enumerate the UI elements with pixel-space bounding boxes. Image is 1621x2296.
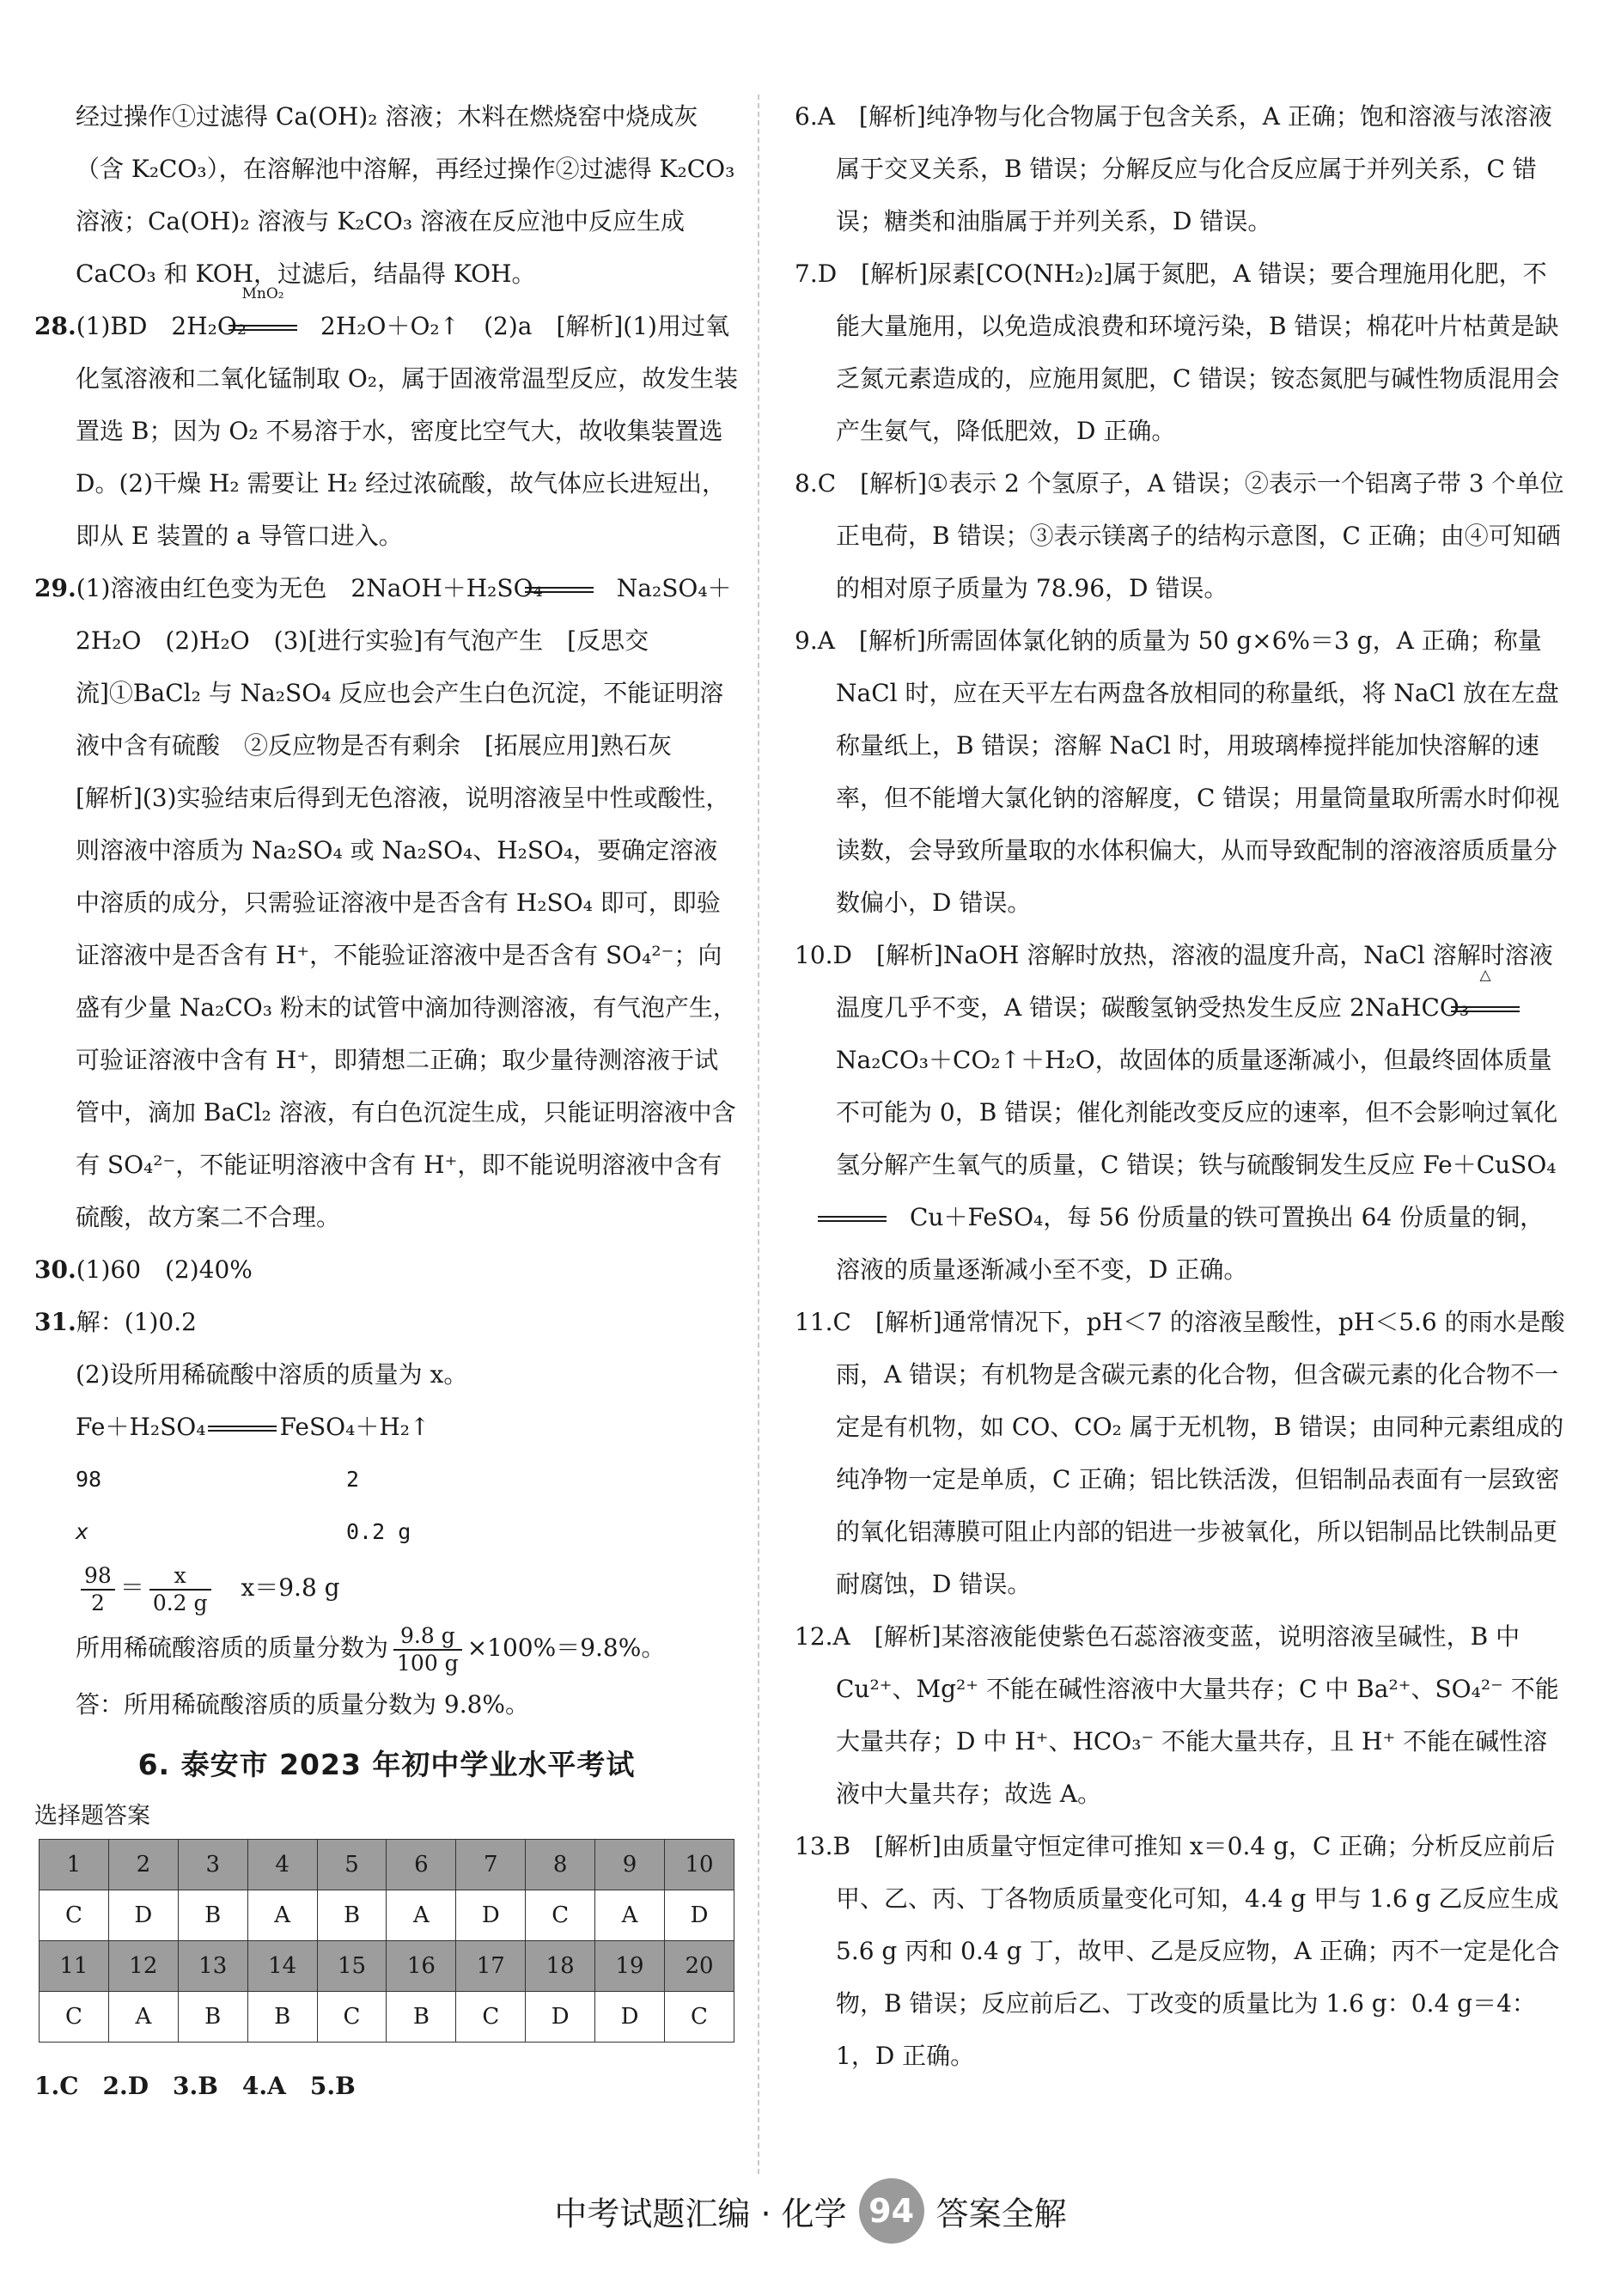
fraction: $\frac{x}{0.2 g}$ (149, 1563, 211, 1616)
answer-12: 12.A [解析]某溶液能使紫色石蕊溶液变蓝，说明溶液呈碱性，B 中 Cu²⁺、Mg²⁺ 不能在碱性溶液中大量共存；C 中 Ba²⁺、SO₄²⁻ 不能大量共存；D 中 H⁺、HCO₃⁻ 不能大量共存，且 H⁺ 不能在碱性溶液中大量共存；故选 A。 (795, 1622, 1559, 1808)
footer-book-title: 中考试题汇编 · 化学 (554, 2195, 847, 2233)
answer-29-analysis: [解析](3)实验结束后得到无色溶液，说明溶液呈中性或酸性，则溶液中溶质为 Na₂SO₄ 或 Na₂SO₄、H₂SO₄，要确定溶液中溶质的成分，只需验证溶液中是否含有 H₂SO₄ 即可，即验证溶液中是否含有 H⁺，不能验证溶液中是否含有 SO₄²⁻；向盛有少量 Na₂CO₃ 粉末的试管中滴加待测溶液，有气泡产生，可验证溶液中含有 H⁺，即猜想二正确；取少量待测溶液于试管中，滴加 BaCl₂ 溶液，有白色沉淀生成，只能证明溶液中含有 SO₄²⁻，不能证明溶液中含有 H⁺，即不能说明溶液中含有硫酸，故方案二不合理。 (76, 784, 737, 1231)
reaction-arrow: △ (1469, 981, 1543, 1034)
answer-31-proportion: $\frac{98}{2}$ ＝ $\frac{x}{0.2 g}$ x＝9.8 g (34, 1558, 739, 1618)
answer-31: 31.解：(1)0.2 (34, 1308, 197, 1336)
fraction: $\frac{98}{2}$ (81, 1563, 115, 1616)
footer-subtitle: 答案全解 (935, 2195, 1067, 2233)
section-title: 6. 泰安市 2023 年初中学业水平考试 (137, 1748, 636, 1781)
reaction-arrow: MnO₂ (247, 300, 320, 352)
column-divider (758, 95, 759, 2174)
table-row: 1 2 3 4 5 6 7 8 9 10 (40, 1840, 734, 1890)
choice-answers-label: 选择题答案 (34, 1803, 150, 1829)
table-row: C D B A B A D C A D (40, 1890, 734, 1941)
answer-11: 11.C [解析]通常情况下，pH＜7 的溶液呈酸性，pH＜5.6 的雨水是酸雨，A 错误；有机物是含碳元素的化合物，但含碳元素的化合物不一定是有机物，如 CO、CO₂ 属于无机物，B 错误；由同种元素组成的纯净物一定是单质，C 正确；铝比铁活泼，但铝制品表面有一层致密的氧化铝薄膜可阻止内部的铝进一步被氧化，所以铝制品比铁制品更耐腐蚀，D 错误。 (795, 1308, 1565, 1598)
answer-27-continued: 经过操作①过滤得 Ca(OH)₂ 溶液；木料在燃烧窑中烧成灰（含 K₂CO₃），在溶解池中溶解，再经过操作②过滤得 K₂CO₃ 溶液；Ca(OH)₂ 溶液与 K₂CO₃ 溶液在反应池中反应生成 CaCO₃ 和 KOH，过滤后，结晶得 KOH。 (76, 102, 735, 288)
answer-30: 30.(1)60 (2)40% (34, 1255, 253, 1284)
page-footer (0, 2178, 1621, 2244)
reaction-arrow (543, 562, 617, 614)
right-column (795, 90, 1568, 2082)
reaction-arrow (836, 1191, 910, 1243)
answer-31-ratio-row: 98 2 (76, 1467, 360, 1492)
answer-31-conclusion: 答：所用稀硫酸溶质的质量分数为 9.8%。 (76, 1690, 530, 1719)
fraction: $\frac{9.8 g}{100 g}$ (393, 1623, 462, 1676)
table-row: 11 12 13 14 15 16 17 18 19 20 (40, 1941, 734, 1992)
answers-1-5: 1.C 2.D 3.B 4.A 5.B (34, 2072, 356, 2100)
answer-9: 9.A [解析]所需固体氯化钠的质量为 50 g×6%＝3 g，A 正确；称量 NaCl 时，应在天平左右两盘各放相同的称量纸，将 NaCl 放在左盘称量纸上，B 错误；溶解 NaCl 时，用玻璃棒搅拌能加快溶解的速率，但不能增大氯化钠的溶解度，C 错误；用量筒量取所需水时仰视读数，会导致所量取的水体积偏大，从而导致配制的溶液溶质质量分数偏小，D 错误。 (795, 626, 1560, 917)
answer-10: 10.D [解析]NaOH 溶解时放热，溶液的温度升高，NaCl 溶解时溶液温度几乎不变，A 错误；碳酸氢钠受热发生反应 2NaHCO₃ △ Na₂CO₃＋CO₂↑＋H₂O，故固体的质量逐渐减小，但最终固体质量不可能为 0，B 错误；催化剂能改变反应的速率，但不会影响过氧化氢分解产生氧气的质量，C 错误；铁与硫酸铜发生反应 Fe＋CuSO₄Cu＋FeSO₄，每 56 份质量的铁可置换出 64 份质量的铜，溶液的质量逐渐减小至不变，D 正确。 (795, 941, 1558, 1284)
answer-31-equation: Fe＋H₂SO₄ FeSO₄＋H₂↑ (76, 1413, 430, 1441)
choice-answers-table (39, 1839, 734, 2043)
answer-28: 28.(1)BD 2H₂O₂ MnO₂ 2H₂O＋O₂↑ (2)a [解析](1)用过氧化氢溶液和二氧化锰制取 O₂，属于固液常温型反应，故发生装置选 B；因为 O₂ 不易溶于水，密度比空气大，故收集装置选 D。(2)干燥 H₂ 需要让 H₂ 经过浓硫酸，故气体应长进短出，即从 E 装置的 a 导管口进入。 (34, 285, 739, 550)
answer-31-mass-fraction: 所用稀硫酸溶质的质量分数为 $\frac{9.8 g}{100 g}$ ×100%＝9.8%。 (76, 1622, 666, 1676)
table-row: C A B B C B C D D C (40, 1992, 734, 2043)
answer-8: 8.C [解析]①表示 2 个氢原子，A 错误；②表示一个铝离子带 3 个单位正电荷，B 错误；③表示镁离子的结构示意图，C 正确；由④可知硒的相对原子质量为 78.96，D 错误。 (795, 469, 1564, 602)
answer-6: 6.A [解析]纯净物与化合物属于包含关系，A 正确；饱和溶液与浓溶液属于交叉关系，B 错误；分解反应与化合反应属于并列关系，C 错误；糖类和油脂属于并列关系，D 错误。 (795, 102, 1552, 235)
left-column (34, 90, 739, 2112)
answer-31-ratio-row: x 0.2 g (76, 1519, 411, 1544)
answer-7: 7.D [解析]尿素[CO(NH₂)₂]属于氮肥，A 错误；要合理施用化肥，不能大量施用，以免造成浪费和环境污染，B 错误；棉花叶片枯黄是缺乏氮元素造成的，应施用氮肥，C 错误；铵态氮肥与碱性物质混用会产生氨气，降低肥效，D 正确。 (795, 260, 1560, 445)
answer-29: 29.(1)溶液由红色变为无色 2NaOH＋H₂SO₄ Na₂SO₄＋2H₂O (2)H₂O (3)[进行实验]有气泡产生 [反思交流]①BaCl₂ 与 Na₂SO₄ 反应也会产生白色沉淀，不能证明溶液中含有硫酸 ②反应物是否有剩余 [拓展应用]熟石灰 (34, 562, 739, 772)
page-number: 94 (859, 2178, 924, 2244)
answer-31-step: (2)设所用稀硫酸中溶质的质量为 x。 (76, 1360, 468, 1389)
answer-13: 13.B [解析]由质量守恒定律可推知 x＝0.4 g，C 正确；分析反应前后甲、乙、丙、丁各物质质量变化可知，4.4 g 甲与 1.6 g 乙反应生成 5.6 g 丙和 0.4 g 丁，故甲、乙是反应物，A 正确；丙不一定是化合物，B 错误；反应前后乙、丁改变的质量比为 1.6 g：0.4 g＝4：1，D 正确。 (795, 1832, 1560, 2070)
